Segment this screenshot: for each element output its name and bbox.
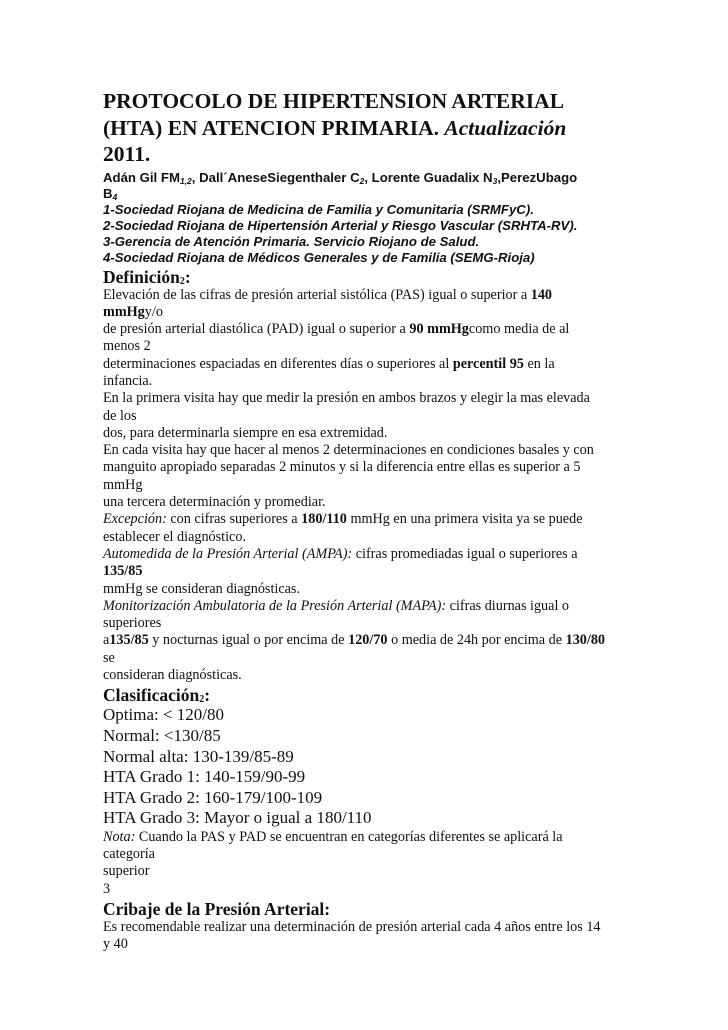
affiliation: 3-Gerencia de Atención Primaria. Servicio Riojano de Salud. bbox=[103, 233, 480, 249]
cribaje-body bbox=[103, 919, 643, 954]
text-line: Excepción: con cifras superiores a 180/110 mmHg en una primera visita ya se puede bbox=[103, 511, 583, 528]
document-title bbox=[103, 88, 643, 168]
text-line: Elevación de las cifras de presión arterial sistólica (PAS) igual o superior a 140 bbox=[103, 286, 553, 303]
section-heading-clasificacion: Clasificación$_2$: bbox=[103, 685, 211, 706]
text-line: de los bbox=[103, 407, 137, 424]
title-line: PROTOCOLO DE HIPERTENSION ARTERIAL bbox=[103, 89, 565, 113]
list-item: HTA Grado 3: Mayor o igual a 180/110 bbox=[103, 808, 372, 828]
list-item: HTA Grado 1: 140-159/90-99 bbox=[103, 767, 306, 787]
affiliation: 4-Sociedad Riojana de Médicos Generales y de Familia (SEMG-Rioja) bbox=[103, 249, 535, 265]
text-line: mmHg bbox=[103, 476, 143, 493]
text-line: Es recomendable realizar una determinación de presión arterial cada 4 años entre los 14 bbox=[103, 919, 601, 936]
affiliation: 1-Sociedad Riojana de Medicina de Familia y Comunitaria (SRMFyC). bbox=[103, 201, 534, 217]
text-line: dos, para determinarla siempre en esa extremidad. bbox=[103, 424, 388, 441]
document-page bbox=[103, 88, 643, 954]
text-line: Monitorización Ambulatoria de la Presión Arterial (MAPA): cifras diurnas igual o bbox=[103, 597, 570, 614]
text-line: de presión arterial diastólica (PAD) igual o superior a 90 mmHgcomo media de al bbox=[103, 321, 570, 338]
text-line: mmHg se consideran diagnósticas. bbox=[103, 580, 301, 597]
list-item: Normal: <130/85 bbox=[103, 725, 221, 745]
title-italic: Actualización bbox=[444, 115, 567, 140]
text-line: mmHgy/o bbox=[103, 303, 163, 320]
section-heading-cribaje: Cribaje de la Presión Arterial: bbox=[103, 899, 331, 920]
authors-line: Adán Gil $FM_{1,2}$, Dall´AneseSiegenthaler $C_2$, Lorente Guadalix $N_3,PerezUbago$ bbox=[103, 169, 578, 186]
affiliation: 2-Sociedad Riojana de Hipertensión Arterial y Riesgo Vascular (SRHTA-RV). bbox=[103, 217, 578, 233]
section-heading-definicion: Definición$_2$: bbox=[103, 266, 191, 287]
text-line: y 40 bbox=[103, 936, 128, 953]
affiliations bbox=[103, 202, 643, 266]
authors-line: $B_4$ bbox=[103, 185, 118, 202]
text-line: categoría bbox=[103, 846, 155, 863]
text-line: a135/85 y nocturnas igual o por encima de 120/70 o media de 24h por encima de 130/80 bbox=[103, 632, 606, 649]
title-line: (HTA) EN ATENCION PRIMARIA. Actualización bbox=[103, 115, 567, 140]
text-line: 135/85 bbox=[103, 563, 143, 580]
text-line: 3 bbox=[103, 880, 111, 897]
text-line: consideran diagnósticas. bbox=[103, 667, 242, 684]
text-line: determinaciones espaciadas en diferentes días o superiores al percentil 95 en la bbox=[103, 355, 555, 372]
title-line: 2011. bbox=[103, 142, 151, 166]
text-line: superior bbox=[103, 863, 150, 880]
text-line: establecer el diagnóstico. bbox=[103, 528, 246, 545]
authors bbox=[103, 170, 643, 202]
clasificacion-list bbox=[103, 705, 643, 829]
text-line: menos 2 bbox=[103, 338, 151, 355]
list-item: HTA Grado 2: 160-179/100-109 bbox=[103, 787, 323, 807]
text-line: infancia. bbox=[103, 372, 153, 389]
text-line: manguito apropiado separadas 2 minutos y si la diferencia entre ellas es superior a 5 bbox=[103, 459, 581, 476]
text-line: una tercera determinación y promediar. bbox=[103, 494, 326, 511]
list-item: Normal alta: 130-139/85-89 bbox=[103, 746, 294, 766]
text-line: se bbox=[103, 649, 115, 666]
text-line: Nota: Cuando la PAS y PAD se encuentran en categorías diferentes se aplicará la bbox=[103, 828, 563, 845]
text-line: Automedida de la Presión Arterial (AMPA): cifras promediadas igual o superiores a bbox=[103, 545, 578, 562]
clasificacion-note bbox=[103, 829, 643, 898]
text-line: En la primera visita hay que medir la presión en ambos brazos y elegir la mas elevada bbox=[103, 390, 590, 407]
list-item: Optima: < 120/80 bbox=[103, 705, 225, 725]
text-line: superiores bbox=[103, 615, 162, 632]
text-line: En cada visita hay que hacer al menos 2 determinaciones en condiciones basales y con bbox=[103, 442, 594, 459]
definicion-body bbox=[103, 287, 643, 685]
